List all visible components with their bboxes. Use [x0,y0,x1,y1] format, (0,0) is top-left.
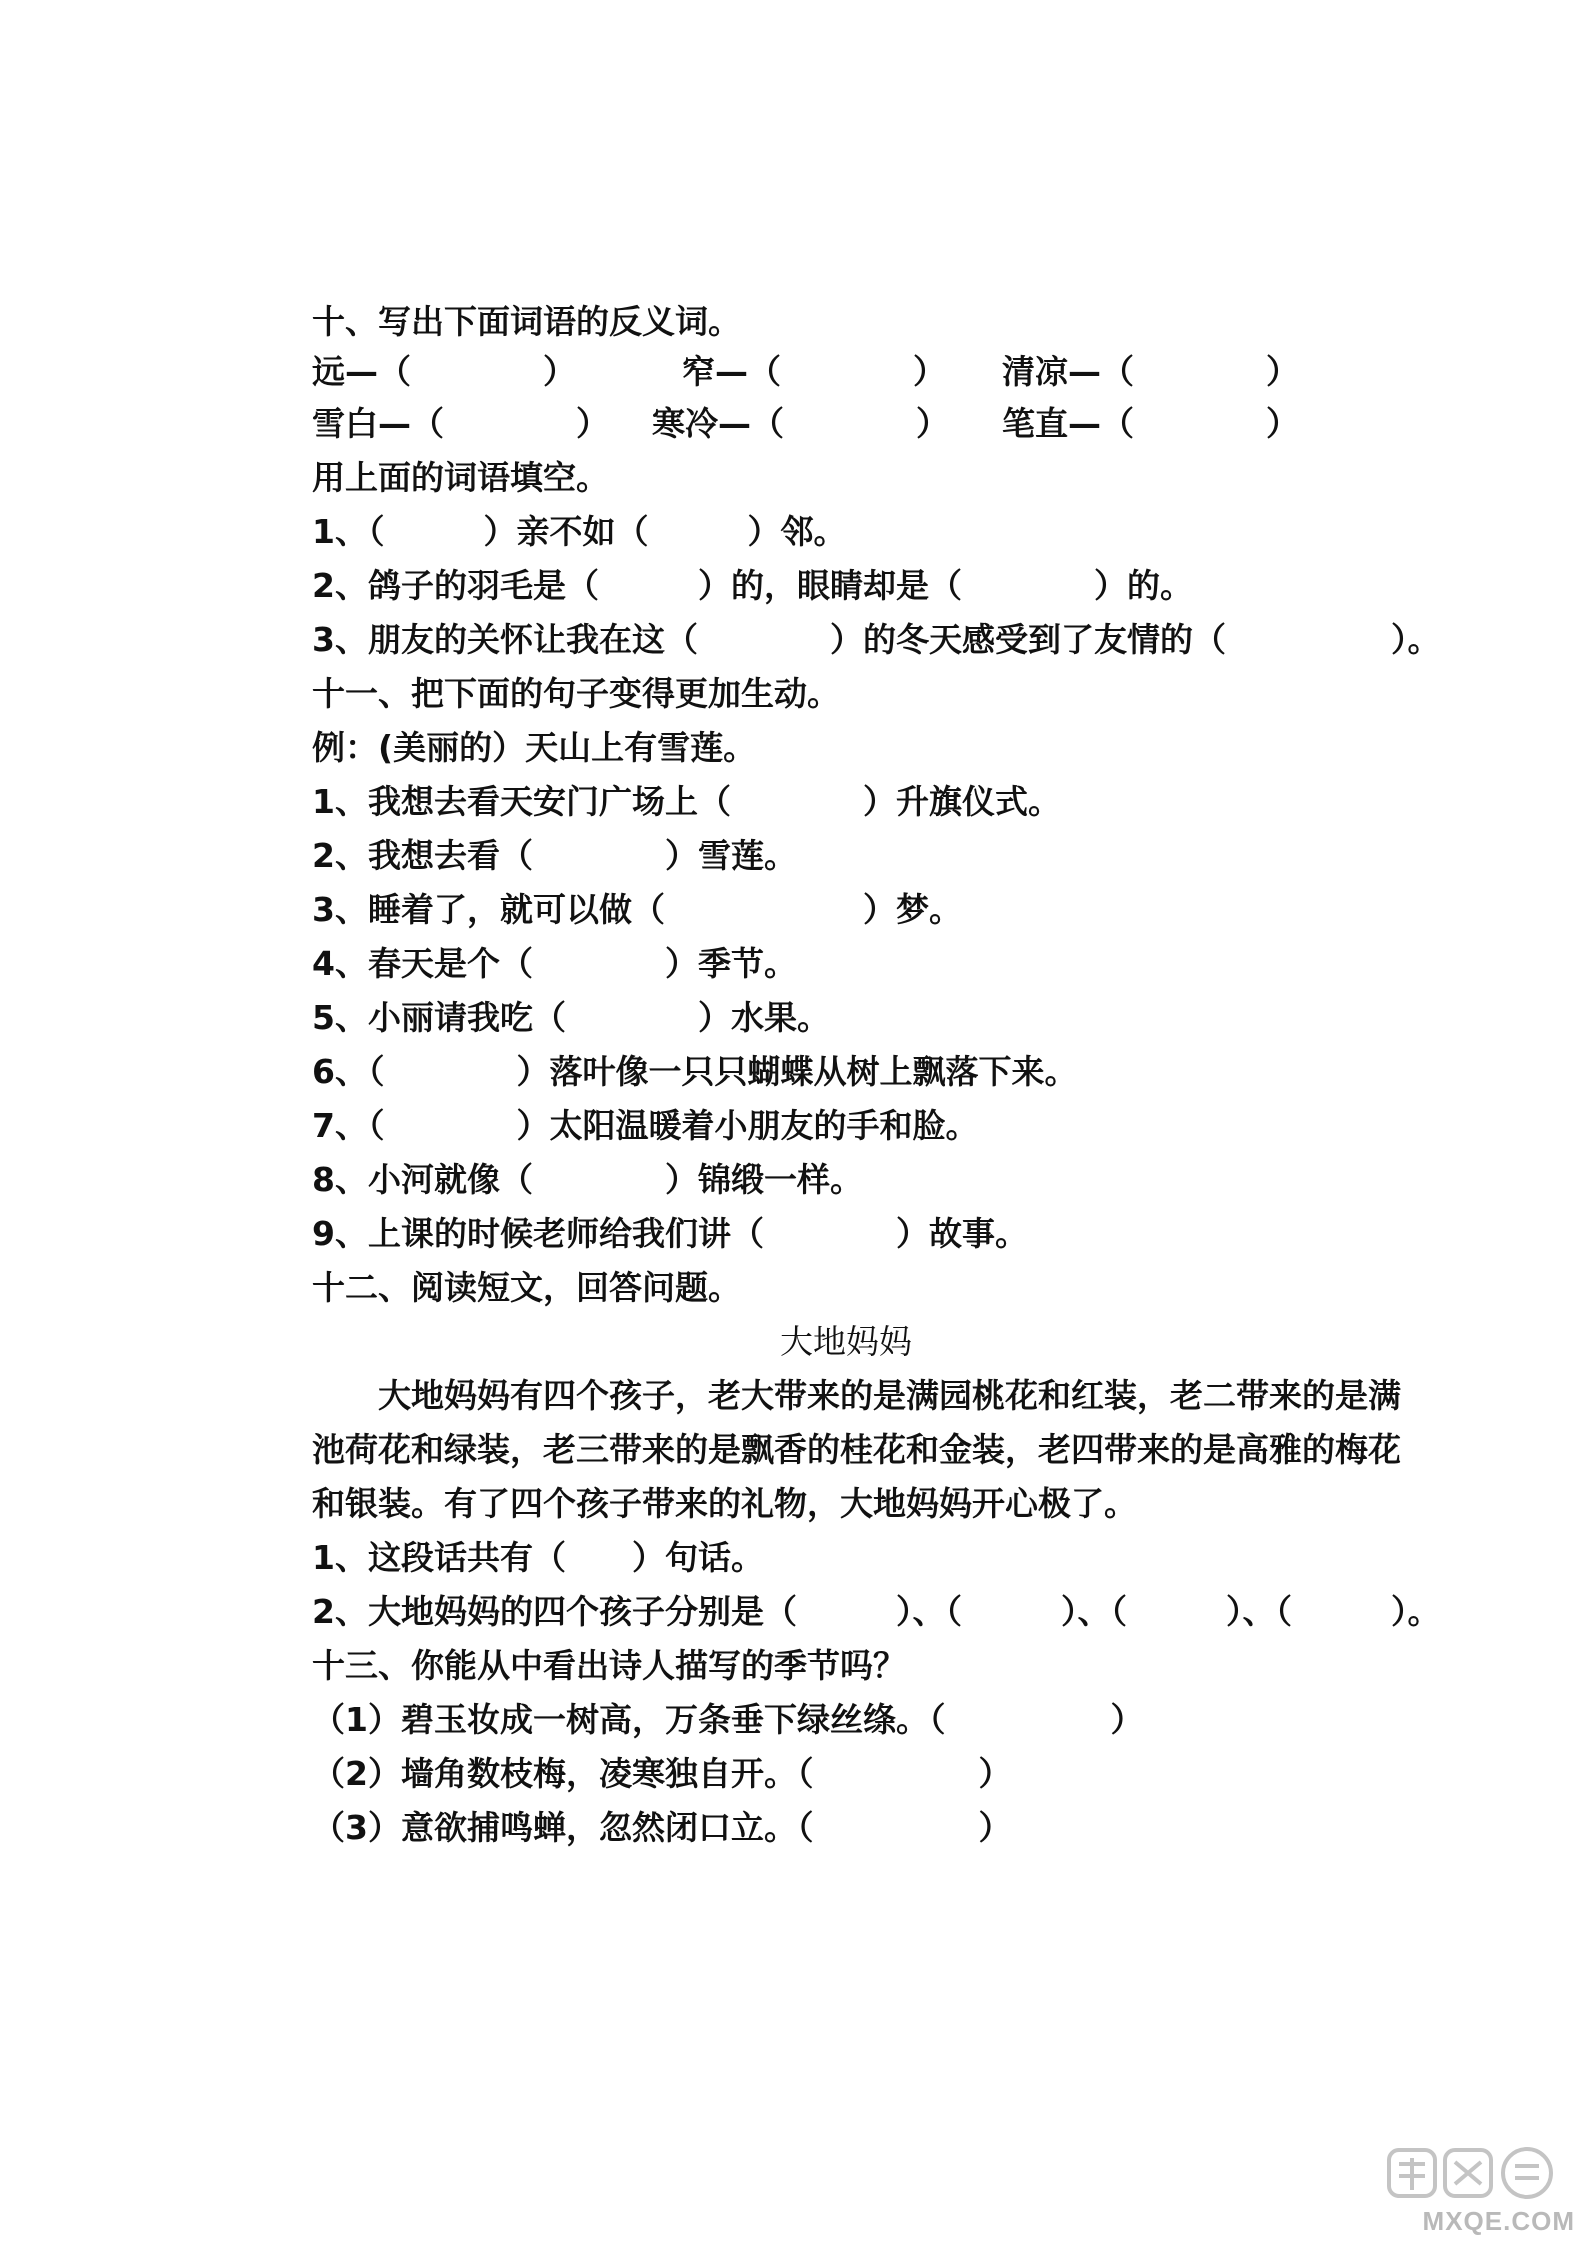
section-11-example: 例：(美丽的）天山上有雪莲。 [312,728,757,767]
section-10-subtitle: 用上面的词语填空。 [312,458,609,497]
antonym-row-1 [312,352,1412,392]
watermark-text: MXQE.COM [1422,2206,1575,2236]
sentence-item: 9、上课的时候老师给我们讲（ ）故事。 [312,1214,1028,1253]
story-line: 池荷花和绿装，老三带来的是飘香的桂花和金装，老四带来的是高雅的梅花 [312,1430,1401,1469]
poem-item: （3）意欲捕鸣蝉，忽然闭口立。（ ） [312,1808,1012,1847]
fill-item: 2、鸽子的羽毛是（ ）的，眼睛却是（ ）的。 [312,566,1193,605]
poem-item: （1）碧玉妆成一树高，万条垂下绿丝绦。（ ） [312,1700,1144,1739]
sentence-item: 4、春天是个（ ）季节。 [312,944,797,983]
antonym-item: 笔直—（ ） [1002,404,1299,443]
sentence-item: 5、小丽请我吃（ ）水果。 [312,998,830,1037]
section-12-title: 十二、阅读短文，回答问题。 [312,1268,741,1307]
sentence-item: 8、小河就像（ ）锦缎一样。 [312,1160,863,1199]
poem-item: （2）墙角数枝梅，凌寒独自开。（ ） [312,1754,1012,1793]
sentence-item: 1、我想去看天安门广场上（ ）升旗仪式。 [312,782,1061,821]
sentence-item: 6、（ ）落叶像一只只蝴蝶从树上飘落下来。 [312,1052,1078,1091]
reading-question: 2、大地妈妈的四个孩子分别是（ ）、（ ）、（ ）、（ ）。 [312,1592,1441,1631]
section-13-title: 十三、你能从中看出诗人描写的季节吗？ [312,1646,906,1685]
antonym-item: 清凉—（ ） [1002,352,1299,391]
story-title: 大地妈妈 [780,1322,912,1361]
section-10-title: 十、写出下面词语的反义词。 [312,302,741,341]
sentence-item: 3、睡着了，就可以做（ ）梦。 [312,890,962,929]
story-line: 和银装。有了四个孩子带来的礼物，大地妈妈开心极了。 [312,1484,1137,1523]
antonym-row-2 [312,404,1412,444]
story-line: 大地妈妈有四个孩子，老大带来的是满园桃花和红装，老二带来的是满 [312,1376,1401,1415]
section-11-title: 十一、把下面的句子变得更加生动。 [312,674,840,713]
antonym-item: 雪白—（ ） [312,404,609,443]
sentence-item: 2、我想去看（ ）雪莲。 [312,836,797,875]
sentence-item: 7、（ ）太阳温暖着小朋友的手和脸。 [312,1106,979,1145]
fill-item: 1、（ ）亲不如（ ）邻。 [312,512,847,551]
reading-question: 1、这段话共有（ ）句话。 [312,1538,764,1577]
fill-item: 3、朋友的关怀让我在这（ ）的冬天感受到了友情的（ ）。 [312,620,1441,659]
antonym-item: 窄—（ ） [682,352,946,391]
antonym-item: 寒冷—（ ） [652,404,949,443]
antonym-item: 远—（ ） [312,352,576,391]
